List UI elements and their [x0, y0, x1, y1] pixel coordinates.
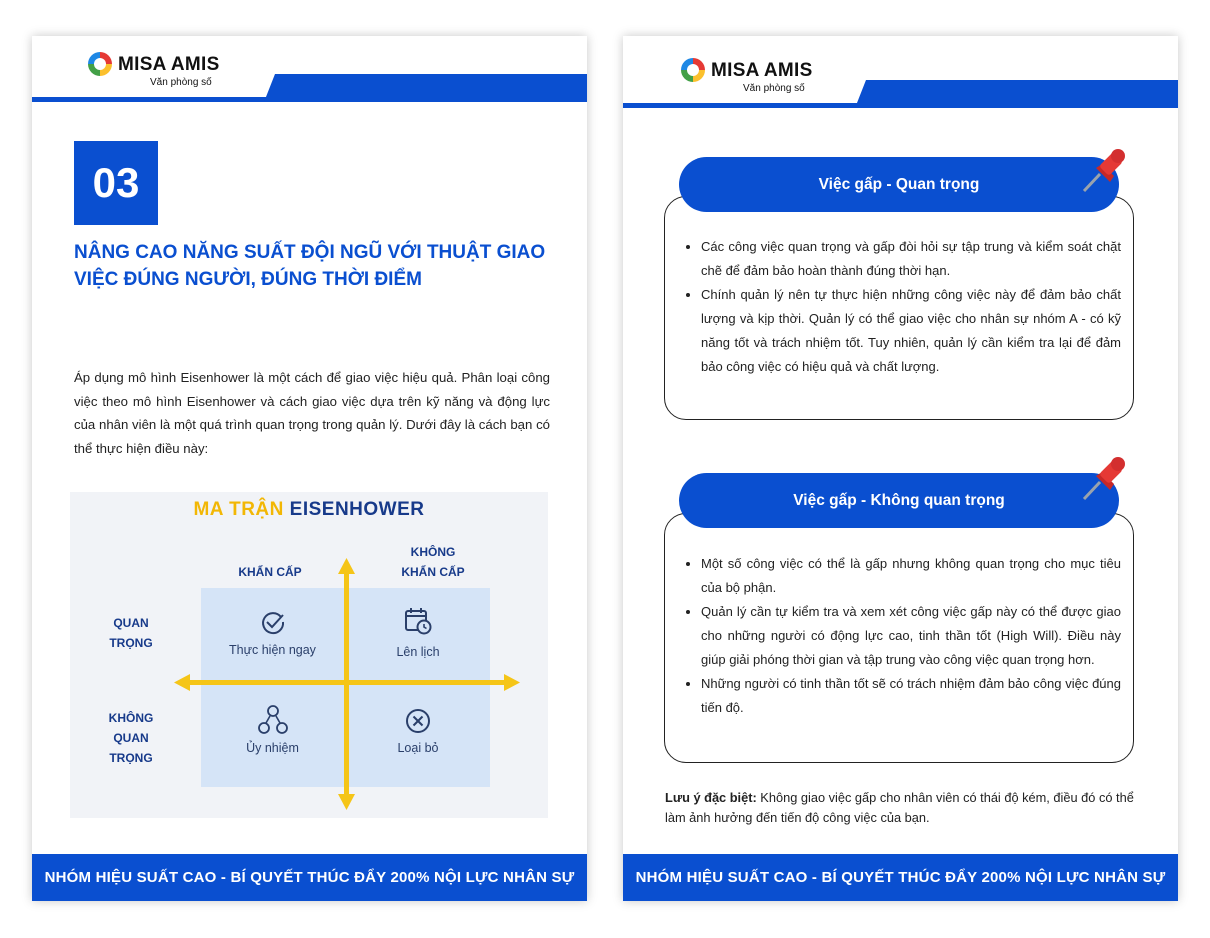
eisenhower-matrix: [70, 492, 548, 818]
list-item: • Những người có tinh thần tốt sẽ có trách nhiệm đảm bảo công việc đúng tiến độ.: [701, 672, 1121, 720]
quadrant-label: Ủy nhiệm: [246, 741, 299, 755]
list-item: • Quản lý cần tự kiểm tra và xem xét công việc gấp này có thể được giao cho những người có động lực cao, tinh thần tốt (High Will). Điều này giúp giải phóng thời gian và tập trung vào công việc quan trọng hơn.: [701, 600, 1121, 672]
card-urgent-important-list: [681, 235, 1121, 379]
header-band: [623, 36, 1178, 111]
brand-name: MISA AMIS: [118, 54, 220, 75]
card-urgent-important: [664, 196, 1134, 420]
row-label-not-important: KHÔNG QUAN TRỌNG: [108, 711, 154, 765]
col-label-urgent: KHẨN CẤP: [238, 565, 302, 579]
matrix-title-part1: MA TRẬN: [193, 499, 284, 520]
footer-banner: NHÓM HIỆU SUẤT CAO - BÍ QUYẾT THÚC ĐẨY 200% NỘI LỰC NHÂN SỰ: [32, 854, 587, 901]
quadrant-label: Loại bỏ: [397, 741, 439, 755]
section-number: 03: [74, 141, 158, 225]
brand-name: MISA AMIS: [711, 60, 813, 81]
list-item: • Một số công việc có thể là gấp nhưng không quan trọng cho mục tiêu của bộ phận.: [701, 552, 1121, 600]
list-item: • Chính quản lý nên tự thực hiện những công việc này để đảm bảo chất lượng và kịp thời. Quản lý có thể giao việc cho nhân sự nhóm A - có kỹ năng tốt và trách nhiệm tốt. Tuy nhiên, quản lý cần kiểm tra lại để đảm bảo công việc có hiệu quả và chất lượng.: [701, 283, 1121, 379]
card-urgent-not-important-header: Việc gấp - Không quan trọng: [679, 473, 1119, 528]
header-band: [32, 36, 587, 106]
footer-banner: NHÓM HIỆU SUẤT CAO - BÍ QUYẾT THÚC ĐẨY 200% NỘI LỰC NHÂN SỰ: [623, 854, 1178, 901]
document-page-right: [623, 36, 1178, 901]
intro-paragraph: Áp dụng mô hình Eisenhower là một cách để giao việc hiệu quả. Phân loại công việc theo mô hình Eisenhower và cách giao việc dựa trên kỹ năng và động lực của nhân viên là một quá trình quan trọng trong quản lý. Dưới đây là cách bạn có thể thực hiện điều này:: [74, 370, 550, 456]
card-urgent-not-important-list: [681, 552, 1121, 720]
special-note: [665, 788, 1135, 828]
misa-logo-icon: [681, 58, 705, 82]
card-urgent-important-header: Việc gấp - Quan trọng: [679, 157, 1119, 212]
section-title: NÂNG CAO NĂNG SUẤT ĐỘI NGŨ VỚI THUẬT GIAO VIỆC ĐÚNG NGƯỜI, ĐÚNG THỜI ĐIỂM: [74, 242, 546, 290]
matrix-title-part2: EISENHOWER: [289, 499, 425, 520]
special-note-label: Lưu ý đặc biệt:: [665, 790, 757, 805]
document-page-left: [32, 36, 587, 901]
row-label-important: QUAN TRỌNG: [109, 616, 153, 650]
brand-tagline: Văn phòng số: [150, 77, 212, 88]
special-note-text: Không giao việc gấp cho nhân viên có thái độ kém, điều đó có thể làm ảnh hưởng đến tiến độ công việc của bạn.: [665, 790, 1134, 825]
card-urgent-not-important: [664, 513, 1134, 763]
brand-tagline: Văn phòng số: [743, 83, 805, 94]
misa-logo-icon: [88, 52, 112, 76]
quadrant-label: Thực hiện ngay: [229, 643, 316, 657]
quadrant-label: Lên lịch: [396, 645, 440, 659]
list-item: • Các công việc quan trọng và gấp đòi hỏi sự tập trung và kiểm soát chặt chẽ để đảm bảo hoàn thành đúng thời hạn.: [701, 235, 1121, 283]
pushpin-icon: [1078, 146, 1130, 196]
col-label-not-urgent: KHÔNG KHẨN CẤP: [401, 545, 465, 579]
matrix-axes: [70, 492, 548, 818]
pushpin-icon: [1078, 454, 1130, 504]
